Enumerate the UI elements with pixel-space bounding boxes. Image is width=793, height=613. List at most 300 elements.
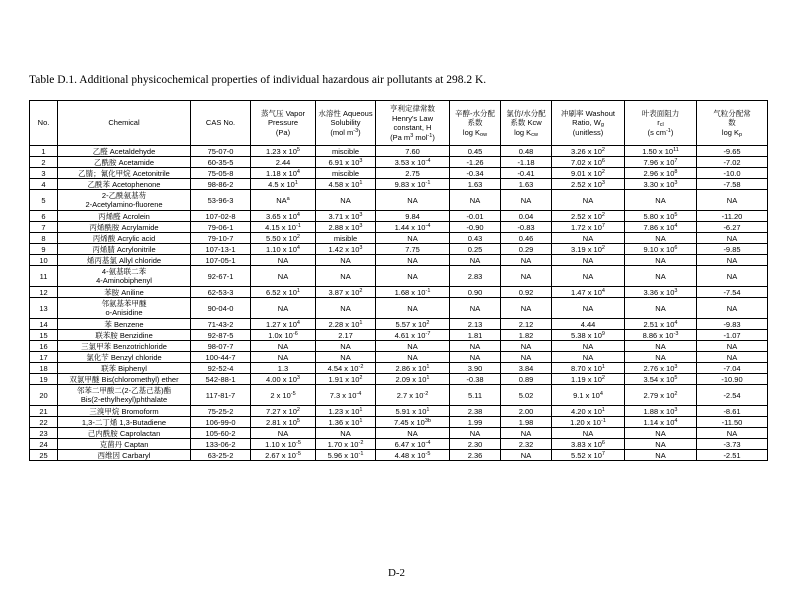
cell-chemical: 联苯胺 Benzidine [58, 330, 191, 341]
cell-kp: NA [697, 266, 768, 287]
cell-henry: 5.57 x $10^2$ [376, 319, 450, 330]
cell-cas: 79-06-1 [191, 222, 251, 233]
cell-cas: 117-81-7 [191, 385, 251, 406]
cell-kow: -1.26 [450, 157, 501, 168]
cell-kp: NA [697, 352, 768, 363]
cell-kp: NA [697, 255, 768, 266]
cell-washout: NA [552, 428, 625, 439]
cell-chemical: 邻苯二甲酸二(2-乙基己基)酯 Bis(2-ethylhexyl)phthalate [58, 385, 191, 406]
cell-kcw: NA [501, 298, 552, 319]
cell-kp: NA [697, 428, 768, 439]
cell-vapor-pressure: 5.50 x $10^2$ [251, 233, 316, 244]
cell-solubility: NA [316, 266, 376, 287]
cell-no: 13 [30, 298, 58, 319]
cell-kow: 2.36 [450, 450, 501, 461]
cell-kcw: 0.48 [501, 146, 552, 157]
cell-henry: 2.09 x $10^1$ [376, 374, 450, 385]
cell-chemical: 联苯 Biphenyl [58, 363, 191, 374]
cell-chemical: 三溴甲烷 Bromoform [58, 406, 191, 417]
cell-cas: 107-05-1 [191, 255, 251, 266]
table-row [30, 298, 768, 319]
cell-rcl: 2.96 x $10^8$ [625, 168, 697, 179]
cell-cas: 90-04-0 [191, 298, 251, 319]
cell-vapor-pressure: $NA^a$ [251, 190, 316, 211]
cell-no: 18 [30, 363, 58, 374]
cell-no: 20 [30, 385, 58, 406]
header-kcw: 氯仿/水分配 系数 Kcw $\log K_{cw}$ [501, 101, 552, 146]
cell-kow: -0.01 [450, 211, 501, 222]
cell-cas: 60-35-5 [191, 157, 251, 168]
cell-kcw: 5.02 [501, 385, 552, 406]
cell-vapor-pressure: 1.27 x $10^4$ [251, 319, 316, 330]
cell-washout: 5.38 x $10^9$ [552, 330, 625, 341]
cell-vapor-pressure: 2 x $10^{-5}$ [251, 385, 316, 406]
cell-rcl: NA [625, 439, 697, 450]
cell-cas: 107-13-1 [191, 244, 251, 255]
cell-henry: 9.84 [376, 211, 450, 222]
cell-kcw: NA [501, 255, 552, 266]
cell-henry: 6.47 x $10^{-4}$ [376, 439, 450, 450]
cell-solubility: 2.17 [316, 330, 376, 341]
cell-solubility: misible [316, 233, 376, 244]
cell-henry: 5.91 x $10^1$ [376, 406, 450, 417]
cell-washout: 3.83 x $10^6$ [552, 439, 625, 450]
cell-rcl: 7.96 x $10^7$ [625, 157, 697, 168]
cell-no: 4 [30, 179, 58, 190]
page-number: D-2 [387, 567, 406, 579]
cell-no: 1 [30, 146, 58, 157]
header-vapor-pressure: 蒸气压 Vapor Pressure (Pa) [251, 101, 316, 146]
cell-chemical: 丙烯醛 Acrolein [58, 211, 191, 222]
cell-cas: 133-06-2 [191, 439, 251, 450]
cell-rcl: 3.30 x $10^3$ [625, 179, 697, 190]
cell-kp: NA [697, 298, 768, 319]
cell-henry: 2.7 x $10^{-2}$ [376, 385, 450, 406]
cell-chemical: 丙烯酰胺 Acrylamide [58, 222, 191, 233]
cell-solubility: NA [316, 428, 376, 439]
cell-kp: -7.02 [697, 157, 768, 168]
cell-rcl: 2.79 x $10^2$ [625, 385, 697, 406]
cell-rcl: 1.88 x $10^3$ [625, 406, 697, 417]
cell-henry: 7.60 [376, 146, 450, 157]
cell-washout: 1.20 x $10^{-1}$ [552, 417, 625, 428]
table-row [30, 157, 768, 168]
cell-chemical: 乙腈；氰化甲烷 Acetonitrile [58, 168, 191, 179]
cell-chemical: 己内酰胺 Caprolactan [58, 428, 191, 439]
cell-vapor-pressure: NA [251, 341, 316, 352]
cell-no: 16 [30, 341, 58, 352]
cell-solubility: 1.91 x $10^2$ [316, 374, 376, 385]
cell-vapor-pressure: 4.00 x $10^3$ [251, 374, 316, 385]
cell-washout: NA [552, 266, 625, 287]
cell-kow: 1.99 [450, 417, 501, 428]
cell-washout: NA [552, 352, 625, 363]
cell-kcw: 2.32 [501, 439, 552, 450]
cell-cas: 107-02-8 [191, 211, 251, 222]
cell-no: 7 [30, 222, 58, 233]
cell-kcw: NA [501, 352, 552, 363]
table-row [30, 222, 768, 233]
cell-rcl: NA [625, 233, 697, 244]
table-row [30, 417, 768, 428]
header-rcl: 叶表面阻力 $r_{cl}$ (s $cm^{-1}$) [625, 101, 697, 146]
cell-kcw: 1.82 [501, 330, 552, 341]
cell-vapor-pressure: NA [251, 428, 316, 439]
cell-chemical: 邻氨基苯甲醚 o-Anisidine [58, 298, 191, 319]
cell-kcw: NA [501, 190, 552, 211]
cell-vapor-pressure: 1.3 [251, 363, 316, 374]
cell-rcl: NA [625, 341, 697, 352]
cell-rcl: 3.54 x $10^5$ [625, 374, 697, 385]
cell-no: 5 [30, 190, 58, 211]
cell-kp: -9.85 [697, 244, 768, 255]
cell-kow: NA [450, 352, 501, 363]
cell-kow: 0.90 [450, 287, 501, 298]
cell-solubility: 2.28 x $10^1$ [316, 319, 376, 330]
cell-kow: 1.63 [450, 179, 501, 190]
cell-no: 6 [30, 211, 58, 222]
cell-henry: 3.53 x $10^{-4}$ [376, 157, 450, 168]
cell-chemical: 苯胺 Aniline [58, 287, 191, 298]
cell-cas: 98-86-2 [191, 179, 251, 190]
cell-vapor-pressure: 1.18 x $10^4$ [251, 168, 316, 179]
table-row [30, 352, 768, 363]
cell-solubility: miscible [316, 168, 376, 179]
cell-kow: -0.34 [450, 168, 501, 179]
cell-solubility: NA [316, 298, 376, 319]
cell-vapor-pressure: 4.5 x $10^1$ [251, 179, 316, 190]
cell-kow: NA [450, 190, 501, 211]
cell-chemical: 氯化苄 Benzyl chloride [58, 352, 191, 363]
cell-kp: -7.58 [697, 179, 768, 190]
cell-washout: 2.52 x $10^2$ [552, 211, 625, 222]
table-row [30, 330, 768, 341]
cell-henry: 4.61 x $10^{-7}$ [376, 330, 450, 341]
cell-chemical: 1,3-二丁烯 1,3-Butadiene [58, 417, 191, 428]
cell-kow: 5.11 [450, 385, 501, 406]
cell-kcw: 1.63 [501, 179, 552, 190]
cell-rcl: NA [625, 298, 697, 319]
cell-vapor-pressure: 1.10 x $10^4$ [251, 244, 316, 255]
cell-henry: NA [376, 233, 450, 244]
cell-rcl: 7.86 x $10^4$ [625, 222, 697, 233]
table-row [30, 319, 768, 330]
header-solubility: 水溶性 Aqueous Solubility (mol $m^{-3}$) [316, 101, 376, 146]
cell-henry: 9.83 x $10^{-1}$ [376, 179, 450, 190]
cell-kp: -2.54 [697, 385, 768, 406]
cell-washout: 3.26 x $10^2$ [552, 146, 625, 157]
cell-washout: 7.02 x $10^6$ [552, 157, 625, 168]
cell-chemical: 乙醛 Acetaldehyde [58, 146, 191, 157]
cell-vapor-pressure: NA [251, 298, 316, 319]
cell-vapor-pressure: 7.27 x $10^2$ [251, 406, 316, 417]
cell-chemical: 丙烯腈 Acrylonitrile [58, 244, 191, 255]
cell-solubility: 3.71 x $10^3$ [316, 211, 376, 222]
cell-kp: -9.65 [697, 146, 768, 157]
cell-kp: -10.90 [697, 374, 768, 385]
cell-chemical: 烯丙基氯 Allyl chloride [58, 255, 191, 266]
cell-kp: -11.50 [697, 417, 768, 428]
cell-kp: -6.27 [697, 222, 768, 233]
cell-solubility: 5.96 x $10^{-1}$ [316, 450, 376, 461]
cell-kow: NA [450, 298, 501, 319]
cell-rcl: 5.80 x $10^5$ [625, 211, 697, 222]
cell-kow: 0.43 [450, 233, 501, 244]
cell-chemical: 西维因 Carbaryl [58, 450, 191, 461]
cell-cas: 92-52-4 [191, 363, 251, 374]
cell-kcw: 0.46 [501, 233, 552, 244]
cell-kp: -9.83 [697, 319, 768, 330]
cell-cas: 105-60-2 [191, 428, 251, 439]
cell-solubility: NA [316, 190, 376, 211]
cell-kp: -7.04 [697, 363, 768, 374]
cell-washout: 9.1 x $10^4$ [552, 385, 625, 406]
cell-henry: 2.86 x $10^1$ [376, 363, 450, 374]
table-row [30, 190, 768, 211]
cell-kcw: 2.12 [501, 319, 552, 330]
cell-no: 3 [30, 168, 58, 179]
cell-kp: -1.07 [697, 330, 768, 341]
cell-cas: 71-43-2 [191, 319, 251, 330]
cell-chemical: 丙烯酸 Acrylic acid [58, 233, 191, 244]
cell-washout: 3.19 x $10^2$ [552, 244, 625, 255]
cell-kcw: 1.98 [501, 417, 552, 428]
cell-cas: 75-05-8 [191, 168, 251, 179]
cell-henry: NA [376, 341, 450, 352]
cell-washout: 1.72 x $10^7$ [552, 222, 625, 233]
cell-vapor-pressure: 1.0x $10^{-6}$ [251, 330, 316, 341]
cell-vapor-pressure: NA [251, 255, 316, 266]
table-body [30, 146, 768, 461]
cell-no: 14 [30, 319, 58, 330]
cell-vapor-pressure: 1.23 x $10^5$ [251, 146, 316, 157]
cell-kow: -0.38 [450, 374, 501, 385]
header-henry: 亨利定律常数 Henry's Law constant, H (Pa $m^3$ mol$^{-1}$) [376, 101, 450, 146]
cell-chemical: 双氯甲醚 Bis(chloromethyl) ether [58, 374, 191, 385]
cell-kcw: NA [501, 450, 552, 461]
table-row [30, 146, 768, 157]
cell-solubility: 7.3 x $10^{-4}$ [316, 385, 376, 406]
cell-no: 25 [30, 450, 58, 461]
cell-washout: 5.52 x $10^7$ [552, 450, 625, 461]
cell-vapor-pressure: NA [251, 352, 316, 363]
cell-cas: 100-44-7 [191, 352, 251, 363]
cell-henry: NA [376, 352, 450, 363]
cell-henry: NA [376, 190, 450, 211]
cell-kow: 3.90 [450, 363, 501, 374]
table-row [30, 428, 768, 439]
cell-no: 12 [30, 287, 58, 298]
cell-kcw: -0.83 [501, 222, 552, 233]
table-caption: Table D.1. Additional physicochemical properties of individual hazardous air pollutants at 298.2 K. [29, 74, 487, 86]
cell-henry: 1.68 x $10^{-1}$ [376, 287, 450, 298]
table-row [30, 363, 768, 374]
cell-solubility: miscible [316, 146, 376, 157]
cell-washout: NA [552, 233, 625, 244]
table-row [30, 244, 768, 255]
cell-rcl: 8.86 x $10^{-3}$ [625, 330, 697, 341]
cell-henry: NA [376, 266, 450, 287]
cell-rcl: NA [625, 190, 697, 211]
cell-no: 8 [30, 233, 58, 244]
cell-rcl: NA [625, 352, 697, 363]
cell-cas: 62-53-3 [191, 287, 251, 298]
header-row [30, 101, 768, 146]
table-row [30, 179, 768, 190]
cell-no: 19 [30, 374, 58, 385]
cell-rcl: NA [625, 255, 697, 266]
cell-henry: NA [376, 428, 450, 439]
cell-kow: 1.81 [450, 330, 501, 341]
cell-chemical: 三氯甲苯 Benzotrichloride [58, 341, 191, 352]
cell-cas: 106-99-0 [191, 417, 251, 428]
cell-henry: 7.75 [376, 244, 450, 255]
cell-cas: 98-07-7 [191, 341, 251, 352]
cell-kow: NA [450, 428, 501, 439]
cell-solubility: NA [316, 255, 376, 266]
cell-solubility: 1.42 x $10^3$ [316, 244, 376, 255]
header-no: No. [30, 101, 58, 146]
table-row [30, 341, 768, 352]
cell-kcw: -0.41 [501, 168, 552, 179]
cell-no: 17 [30, 352, 58, 363]
cell-rcl: 9.10 x $10^6$ [625, 244, 697, 255]
cell-cas: 75-25-2 [191, 406, 251, 417]
cell-henry: 2.75 [376, 168, 450, 179]
cell-washout: 1.19 x $10^2$ [552, 374, 625, 385]
cell-cas: 79-10-7 [191, 233, 251, 244]
cell-washout: 8.70 x $10^1$ [552, 363, 625, 374]
table-row [30, 287, 768, 298]
cell-kow: NA [450, 255, 501, 266]
cell-kcw: 3.84 [501, 363, 552, 374]
cell-no: 9 [30, 244, 58, 255]
cell-rcl: 2.51 x $10^4$ [625, 319, 697, 330]
cell-chemical: 苯 Benzene [58, 319, 191, 330]
header-chemical: Chemical [58, 101, 191, 146]
header-kp: 气粒分配常 数 $\log K_p$ [697, 101, 768, 146]
table-row [30, 385, 768, 406]
cell-no: 24 [30, 439, 58, 450]
cell-henry: NA [376, 255, 450, 266]
cell-no: 2 [30, 157, 58, 168]
header-washout: 冲刷率 Washout Ratio, $W_g$ (unitless) [552, 101, 625, 146]
cell-kcw: 0.89 [501, 374, 552, 385]
cell-chemical: 2-乙酰氨基芴 2-Acetylamino-fluorene [58, 190, 191, 211]
cell-solubility: 3.87 x $10^2$ [316, 287, 376, 298]
table-row [30, 266, 768, 287]
properties-table [29, 100, 768, 461]
table-row [30, 450, 768, 461]
cell-kow: 0.45 [450, 146, 501, 157]
cell-solubility: 4.58 x $10^1$ [316, 179, 376, 190]
cell-rcl: 1.50 x $10^{11}$ [625, 146, 697, 157]
cell-kow: 2.13 [450, 319, 501, 330]
table-row [30, 439, 768, 450]
cell-cas: 63-25-2 [191, 450, 251, 461]
cell-kow: 2.30 [450, 439, 501, 450]
cell-kcw: 0.92 [501, 287, 552, 298]
cell-kp: -7.54 [697, 287, 768, 298]
cell-cas: 75-07-0 [191, 146, 251, 157]
table-row [30, 255, 768, 266]
cell-chemical: 克菌丹 Captan [58, 439, 191, 450]
cell-no: 21 [30, 406, 58, 417]
cell-kow: NA [450, 341, 501, 352]
cell-kcw: NA [501, 428, 552, 439]
cell-cas: 53-96-3 [191, 190, 251, 211]
cell-kow: 2.83 [450, 266, 501, 287]
header-kow: 辛醇-水分配 系数 $\log K_{ow}$ [450, 101, 501, 146]
cell-rcl: NA [625, 266, 697, 287]
cell-cas: 92-67-1 [191, 266, 251, 287]
cell-kcw: NA [501, 266, 552, 287]
cell-washout: NA [552, 190, 625, 211]
cell-vapor-pressure: 1.10 x $10^{-5}$ [251, 439, 316, 450]
cell-kp: -10.0 [697, 168, 768, 179]
cell-kcw: 2.00 [501, 406, 552, 417]
cell-kp: NA [697, 233, 768, 244]
cell-solubility: 1.23 x $10^1$ [316, 406, 376, 417]
cell-chemical: 乙酰胺 Acetamide [58, 157, 191, 168]
cell-no: 15 [30, 330, 58, 341]
cell-washout: 4.44 [552, 319, 625, 330]
cell-henry: 1.44 x $10^{-4}$ [376, 222, 450, 233]
cell-chemical: 4-氨基联二苯 4-Aminobiphenyl [58, 266, 191, 287]
cell-kcw: 0.29 [501, 244, 552, 255]
cell-solubility: 2.88 x $10^3$ [316, 222, 376, 233]
cell-rcl: NA [625, 450, 697, 461]
cell-no: 23 [30, 428, 58, 439]
cell-vapor-pressure: 2.44 [251, 157, 316, 168]
cell-rcl: 2.76 x $10^3$ [625, 363, 697, 374]
cell-henry: 7.45 x $10^{3b}$ [376, 417, 450, 428]
cell-solubility: 6.91 x $10^3$ [316, 157, 376, 168]
cell-washout: NA [552, 255, 625, 266]
cell-cas: 92-87-5 [191, 330, 251, 341]
cell-washout: 1.47 x $10^4$ [552, 287, 625, 298]
table-row [30, 406, 768, 417]
cell-vapor-pressure: 3.65 x $10^4$ [251, 211, 316, 222]
cell-vapor-pressure: 6.52 x $10^1$ [251, 287, 316, 298]
cell-washout: NA [552, 341, 625, 352]
cell-washout: NA [552, 298, 625, 319]
cell-solubility: NA [316, 352, 376, 363]
cell-no: 11 [30, 266, 58, 287]
cell-washout: 4.20 x $10^1$ [552, 406, 625, 417]
cell-no: 10 [30, 255, 58, 266]
cell-rcl: 3.36 x $10^3$ [625, 287, 697, 298]
cell-solubility: 1.36 x $10^1$ [316, 417, 376, 428]
cell-henry: 4.48 x $10^{-5}$ [376, 450, 450, 461]
cell-no: 22 [30, 417, 58, 428]
cell-washout: 2.52 x $10^3$ [552, 179, 625, 190]
cell-kow: -0.90 [450, 222, 501, 233]
table-row [30, 233, 768, 244]
cell-solubility: 4.54 x $10^{-2}$ [316, 363, 376, 374]
cell-vapor-pressure: 2.81 x $10^5$ [251, 417, 316, 428]
cell-kp: -8.61 [697, 406, 768, 417]
cell-kp: -2.51 [697, 450, 768, 461]
table-row [30, 374, 768, 385]
cell-rcl: NA [625, 428, 697, 439]
cell-cas: 542-88-1 [191, 374, 251, 385]
cell-kow: 2.38 [450, 406, 501, 417]
cell-washout: 9.01 x $10^2$ [552, 168, 625, 179]
cell-kcw: NA [501, 341, 552, 352]
cell-solubility: 1.70 x $10^{-2}$ [316, 439, 376, 450]
table-row [30, 211, 768, 222]
